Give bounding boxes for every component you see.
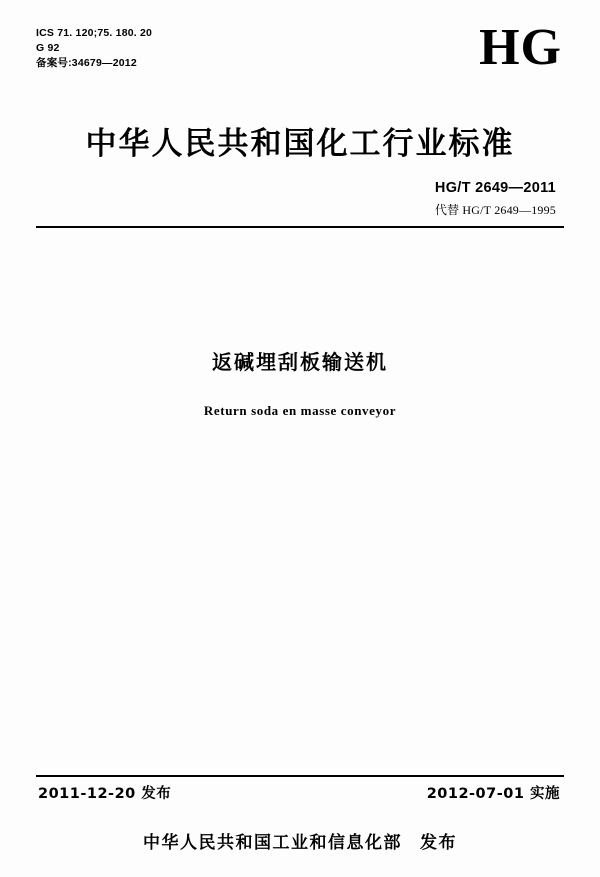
ics-number: ICS 71. 120;75. 180. 20 — [36, 27, 153, 39]
record-number: 备案号:34679—2012 — [36, 57, 137, 69]
header-divider — [36, 226, 564, 228]
issuing-authority — [0, 828, 600, 853]
standard-replaces: 代替 HG/T 2649—1995 — [434, 203, 556, 217]
hg-logo: HG — [479, 19, 562, 76]
issuing-authority-action: 发布 — [420, 833, 457, 853]
subject-title-cn: 返碱埋刮板输送机 — [212, 350, 388, 374]
ics-classification-block — [36, 26, 152, 71]
implementation-date: 2012-07-01 实施 — [426, 786, 560, 802]
page-title: 中华人民共和国化工行业标准 — [85, 126, 515, 162]
issuing-authority-name: 中华人民共和国工业和信息化部 — [143, 833, 402, 853]
footer-divider — [36, 775, 564, 777]
classification-code: G 92 — [36, 42, 60, 54]
cover-header — [36, 19, 564, 96]
issue-date: 2011-12-20 发布 — [38, 786, 172, 802]
standard-number: HG/T 2649—2011 — [434, 180, 556, 196]
subject-title-en: Return soda en masse conveyor — [203, 403, 397, 418]
